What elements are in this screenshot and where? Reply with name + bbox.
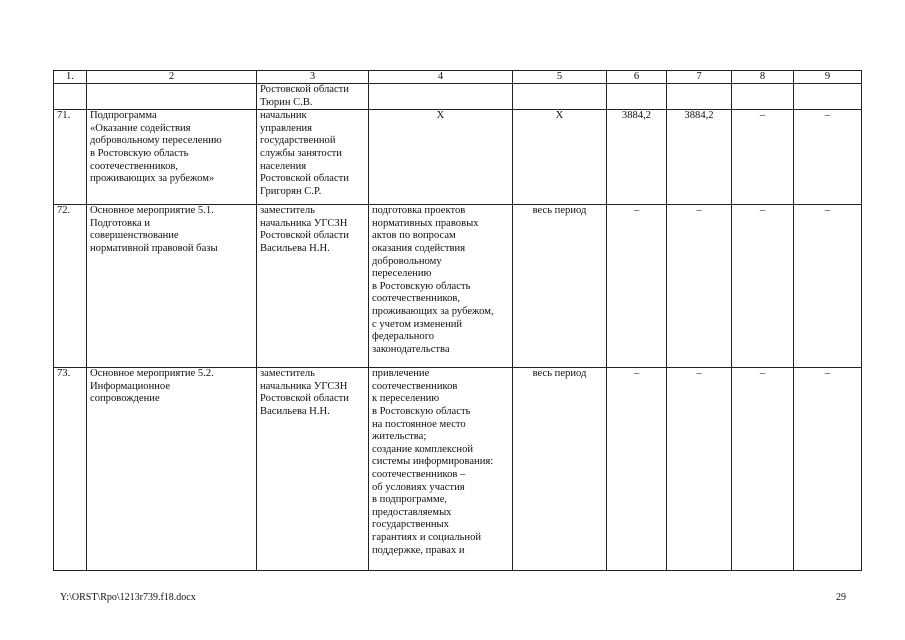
result-cell: X	[369, 110, 513, 205]
header-cell: 3	[257, 71, 369, 84]
responsible-cell: Ростовской области Тюрин С.В.	[257, 84, 369, 110]
value-cell: –	[667, 205, 732, 368]
header-cell: 4	[369, 71, 513, 84]
value-cell: –	[732, 110, 794, 205]
value-cell: –	[732, 205, 794, 368]
responsible-cell: начальник управления государственной службы занятости населения Ростовской области Григорян С.Р.	[257, 110, 369, 205]
table-cell	[513, 84, 607, 110]
table-cell	[87, 84, 257, 110]
row-number: 73.	[54, 368, 87, 571]
period-cell: весь период	[513, 205, 607, 368]
table-cell	[794, 84, 862, 110]
table-cell	[369, 84, 513, 110]
table-cell	[54, 84, 87, 110]
value-cell: 3884,2	[607, 110, 667, 205]
value-cell: –	[607, 205, 667, 368]
responsible-cell: заместитель начальника УГСЗН Ростовской области Васильева Н.Н.	[257, 368, 369, 571]
header-cell: 6	[607, 71, 667, 84]
value-cell: –	[794, 110, 862, 205]
table-row	[54, 368, 862, 571]
header-cell: 8	[732, 71, 794, 84]
event-name-cell: Основное мероприятие 5.2. Информационное сопровождение	[87, 368, 257, 571]
event-name-cell: Подпрограмма «Оказание содействия добровольному переселению в Ростовскую область соотечественников, проживающих за рубежом»	[87, 110, 257, 205]
value-cell: –	[732, 368, 794, 571]
event-name-cell: Основное мероприятие 5.1. Подготовка и совершенствование нормативной правовой базы	[87, 205, 257, 368]
header-cell: 1.	[54, 71, 87, 84]
value-cell: 3884,2	[667, 110, 732, 205]
row-number: 71.	[54, 110, 87, 205]
header-cell: 2	[87, 71, 257, 84]
period-cell: весь период	[513, 368, 607, 571]
table-row	[54, 205, 862, 368]
result-cell: привлечение соотечественников к переселению в Ростовскую область на постоянное место жительства; создание комплексной системы информирования: соотечественников – об условиях участия в подпрограмме, предоставляемых государственных гарантиях и социальной поддержке, правах и	[369, 368, 513, 571]
responsible-cell: заместитель начальника УГСЗН Ростовской области Васильева Н.Н.	[257, 205, 369, 368]
table-cell	[607, 84, 667, 110]
value-cell: –	[667, 368, 732, 571]
table-header-row	[54, 71, 862, 84]
result-cell: подготовка проектов нормативных правовых актов по вопросам оказания содействия добровольному переселению в Ростовскую область соотечественников, проживающих за рубежом, с учетом изменений федерального законодательства	[369, 205, 513, 368]
header-cell: 9	[794, 71, 862, 84]
program-table	[53, 70, 862, 571]
value-cell: –	[794, 205, 862, 368]
page-number: 29	[836, 592, 846, 603]
table-cell	[732, 84, 794, 110]
row-number: 72.	[54, 205, 87, 368]
header-cell: 7	[667, 71, 732, 84]
table-cell	[667, 84, 732, 110]
table-row	[54, 110, 862, 205]
value-cell: –	[794, 368, 862, 571]
header-cell: 5	[513, 71, 607, 84]
period-cell: X	[513, 110, 607, 205]
file-path-footer: Y:\ORST\Rpo\1213r739.f18.docx	[60, 592, 196, 603]
table-row-continuation	[54, 84, 862, 110]
value-cell: –	[607, 368, 667, 571]
